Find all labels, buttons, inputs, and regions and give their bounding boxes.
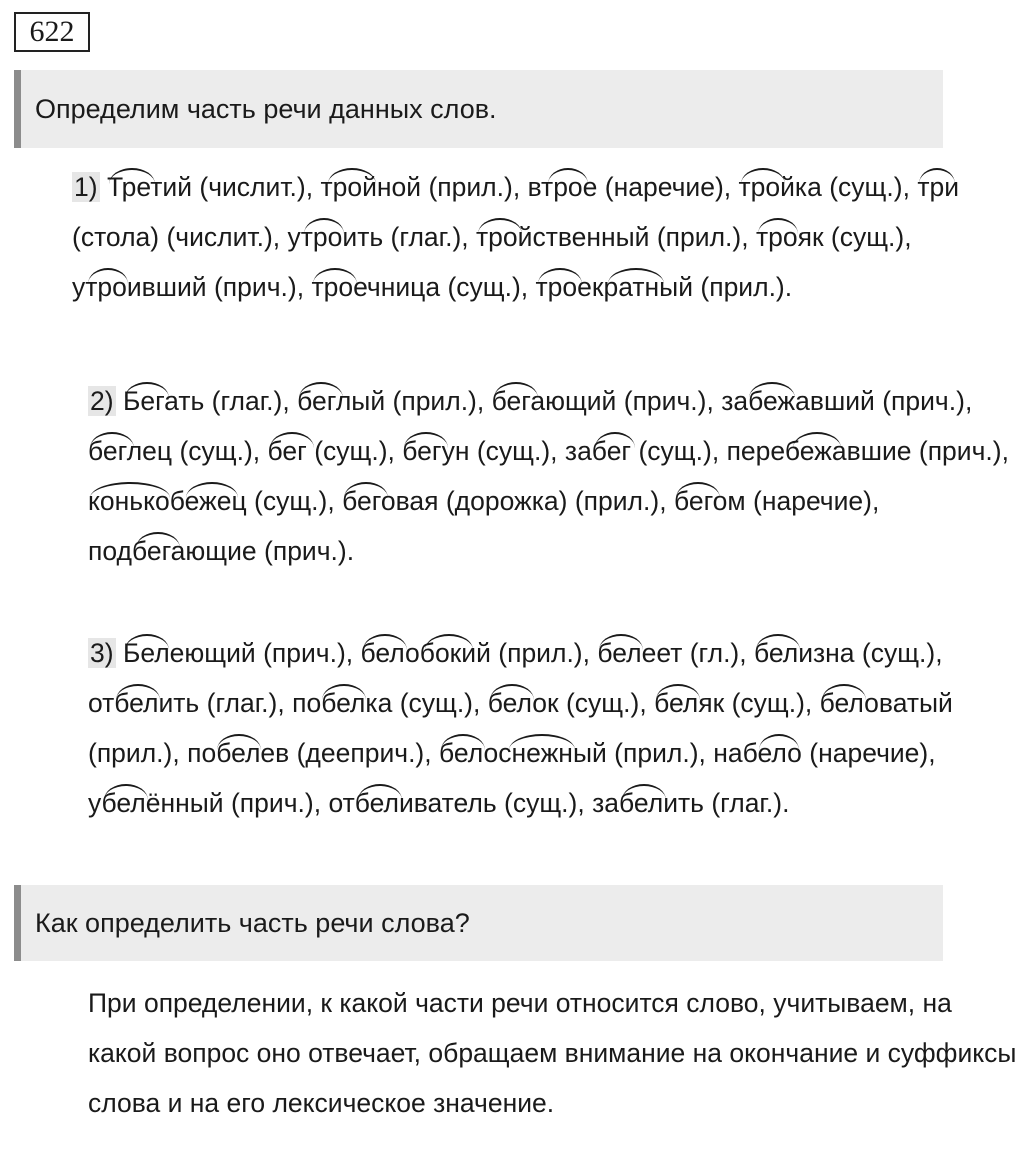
root-arc xyxy=(538,268,582,284)
root-word: бегающий xyxy=(492,376,617,426)
root-arc xyxy=(313,268,357,284)
root-word: подбегающие xyxy=(88,526,257,576)
root-word: три xyxy=(917,162,959,212)
root-arc xyxy=(759,734,799,750)
group-1-paragraph: 1) Третий (числит.), тройной (прил.), втрое (наречие), тройка (сущ.), три (стола) (числит.), утроить (глаг.), тройственный (прил.), трояк (сущ.), утроивший (прич.), троечница (сущ.), троекратный (прил.). xyxy=(15,162,1002,312)
group-2-number: 2) xyxy=(90,386,114,416)
root-arc xyxy=(793,432,841,448)
root-arc xyxy=(104,784,148,800)
root-arc xyxy=(676,482,720,498)
root-arc xyxy=(109,168,155,184)
root-word: бегун xyxy=(402,426,469,476)
root-arc xyxy=(919,168,955,184)
root-word: белеет xyxy=(597,628,682,678)
root-arc xyxy=(299,382,343,398)
root-word: беглый xyxy=(297,376,385,426)
root-word: тройной xyxy=(320,162,421,212)
root-word: утроить xyxy=(288,212,384,262)
root-arc xyxy=(90,432,134,448)
root-arc xyxy=(656,684,700,700)
root-word: беглец xyxy=(88,426,172,476)
root-word: беляк xyxy=(654,678,724,728)
root-arc xyxy=(217,734,261,750)
root-word: отбелить xyxy=(88,678,199,728)
root-word: побелка xyxy=(292,678,392,728)
root-arc xyxy=(404,432,448,448)
root-arc xyxy=(490,684,534,700)
root-arc xyxy=(90,482,170,498)
group-2-paragraph: 2) Бегать (глаг.), беглый (прил.), бегающий (прич.), забежавший (прич.), беглец (сущ.), бег (сущ.), бегун (сущ.), забег (сущ.), перебежавшие (прич.), конькобежец (сущ.), беговая (дорожка) (прил.), бегом (наречие), подбегающие (прич.). xyxy=(15,376,1018,576)
root-word: набело xyxy=(713,728,802,778)
root-arc xyxy=(322,684,366,700)
root-arc xyxy=(478,218,522,234)
root-word: белоснежный xyxy=(439,728,607,778)
root-word: забелить xyxy=(592,778,704,828)
root-word: белок xyxy=(488,678,559,728)
root-word: втрое xyxy=(528,162,598,212)
root-arc xyxy=(116,684,160,700)
root-arc xyxy=(758,218,798,234)
root-word: утроивший xyxy=(72,262,207,312)
root-word: перебежавшие xyxy=(727,426,912,476)
root-word: беговая xyxy=(342,476,438,526)
root-word: бег xyxy=(268,426,307,476)
root-arc xyxy=(608,268,664,284)
root-arc xyxy=(363,634,407,650)
task-number: 622 xyxy=(14,12,90,52)
root-word: бегом xyxy=(674,476,746,526)
root-arc xyxy=(425,634,473,650)
question-1-text: Определим часть речи данных слов. xyxy=(35,93,497,124)
root-arc xyxy=(749,382,795,398)
root-word: трояк xyxy=(756,212,824,262)
root-word: Третий xyxy=(107,162,192,212)
question-bar-1 xyxy=(14,70,943,148)
question-2-text: Как определить часть речи слова? xyxy=(35,907,470,938)
root-arc xyxy=(125,382,169,398)
root-arc xyxy=(344,482,388,498)
root-word: забежавший xyxy=(721,376,875,426)
root-arc xyxy=(595,432,635,448)
root-arc xyxy=(494,382,538,398)
root-word: убелённый xyxy=(88,778,224,828)
root-arc xyxy=(599,634,643,650)
root-arc xyxy=(328,168,376,184)
root-word: забег xyxy=(565,426,631,476)
root-arc xyxy=(88,268,128,284)
root-arc xyxy=(304,218,344,234)
answer-paragraph: При определении, к какой части речи относится слово, учитываем, на какой вопрос оно отвечает, обращаем внимание на окончание и суффиксы слова и на его лексическое значение. xyxy=(88,988,1017,1118)
root-word: побелев xyxy=(187,728,289,778)
root-word: тройка xyxy=(739,162,822,212)
root-word: тройственный xyxy=(476,212,649,262)
root-word: Белеющий xyxy=(123,628,256,678)
root-arc xyxy=(136,532,180,548)
root-arc xyxy=(186,482,238,498)
root-arc xyxy=(741,168,785,184)
root-arc xyxy=(270,432,314,448)
root-arc xyxy=(509,734,575,750)
group-1-number: 1) xyxy=(74,172,98,202)
root-arc xyxy=(622,784,666,800)
root-word: конькобежец xyxy=(88,476,247,526)
root-arc xyxy=(358,784,402,800)
root-word: белизна xyxy=(754,628,855,678)
question-bar-2 xyxy=(14,885,943,961)
root-arc xyxy=(756,634,800,650)
root-word: белобокий xyxy=(361,628,491,678)
root-arc xyxy=(548,168,588,184)
group-3-paragraph: 3) Белеющий (прич.), белобокий (прил.), белеет (гл.), белизна (сущ.), отбелить (глаг.), побелка (сущ.), белок (сущ.), беляк (сущ.), беловатый (прил.), побелев (дееприч.), белоснежный (прил.), набело (наречие), убелённый (прич.), отбеливатель (сущ.), забелить (глаг.). xyxy=(15,628,1018,828)
root-word: троечница xyxy=(311,262,440,312)
root-word: беловатый xyxy=(820,678,953,728)
root-arc xyxy=(125,634,169,650)
root-word: троекратный xyxy=(536,262,693,312)
group-3-number: 3) xyxy=(90,638,114,668)
root-arc xyxy=(822,684,866,700)
root-arc xyxy=(441,734,485,750)
root-word: отбеливатель xyxy=(328,778,496,828)
root-word: Бегать xyxy=(123,376,204,426)
